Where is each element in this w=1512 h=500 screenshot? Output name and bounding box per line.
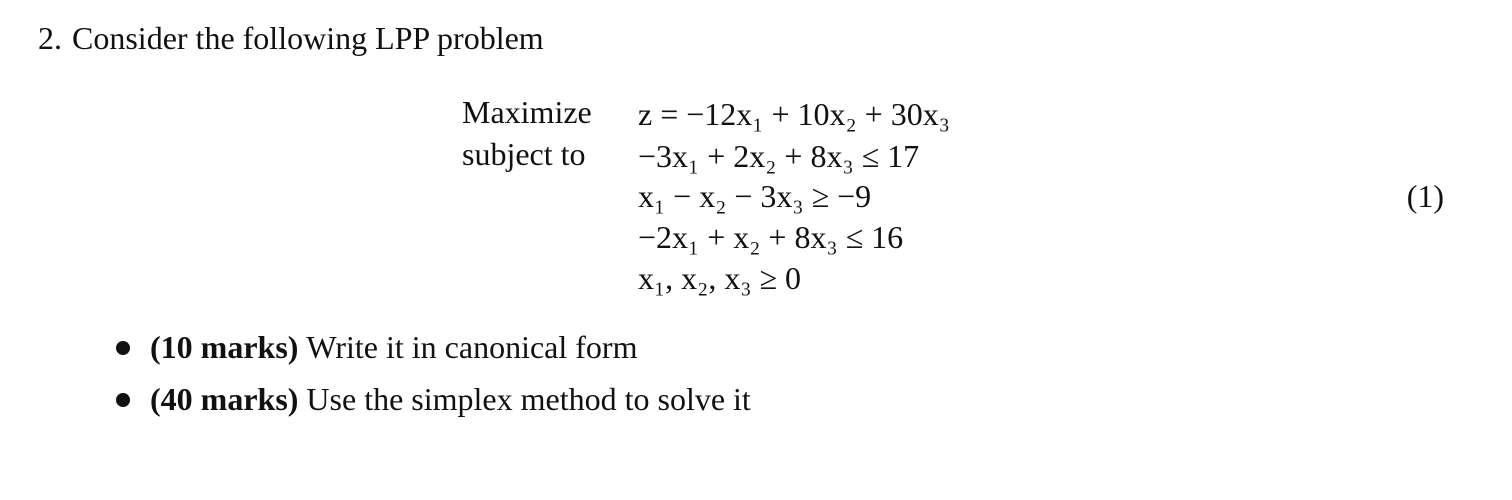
constraint-1: −3x₁ + 2x₂ + 8x₃ ≤ 17 (638, 138, 920, 174)
constraint-3: −2x₁ + x₂ + 8x₃ ≤ 16 (638, 219, 904, 255)
bullet-icon (116, 341, 130, 355)
task-text: Use the simplex method to solve it (306, 381, 751, 417)
task-marks: (40 marks) (150, 381, 299, 417)
lp-formulation (462, 92, 1462, 302)
bullet-icon (116, 393, 130, 407)
task-item (110, 378, 751, 420)
problem-statement: Consider the following LPP problem (72, 20, 544, 56)
subject-to-label: subject to (462, 136, 586, 172)
task-list (110, 326, 751, 430)
task-marks: (10 marks) (150, 329, 299, 365)
objective-function: z = −12x₁ + 10x₂ + 30x₃ (638, 96, 950, 132)
equation-number: (1) (1406, 178, 1444, 214)
task-text: Write it in canonical form (306, 329, 638, 365)
nonnegativity-constraint: x₁, x₂, x₃ ≥ 0 (638, 260, 802, 296)
task-item (110, 326, 751, 368)
maximize-label: Maximize (462, 94, 592, 130)
constraint-2: x₁ − x₂ − 3x₃ ≥ −9 (638, 178, 872, 214)
problem-heading (38, 18, 544, 58)
problem-number: 2. (38, 20, 62, 56)
